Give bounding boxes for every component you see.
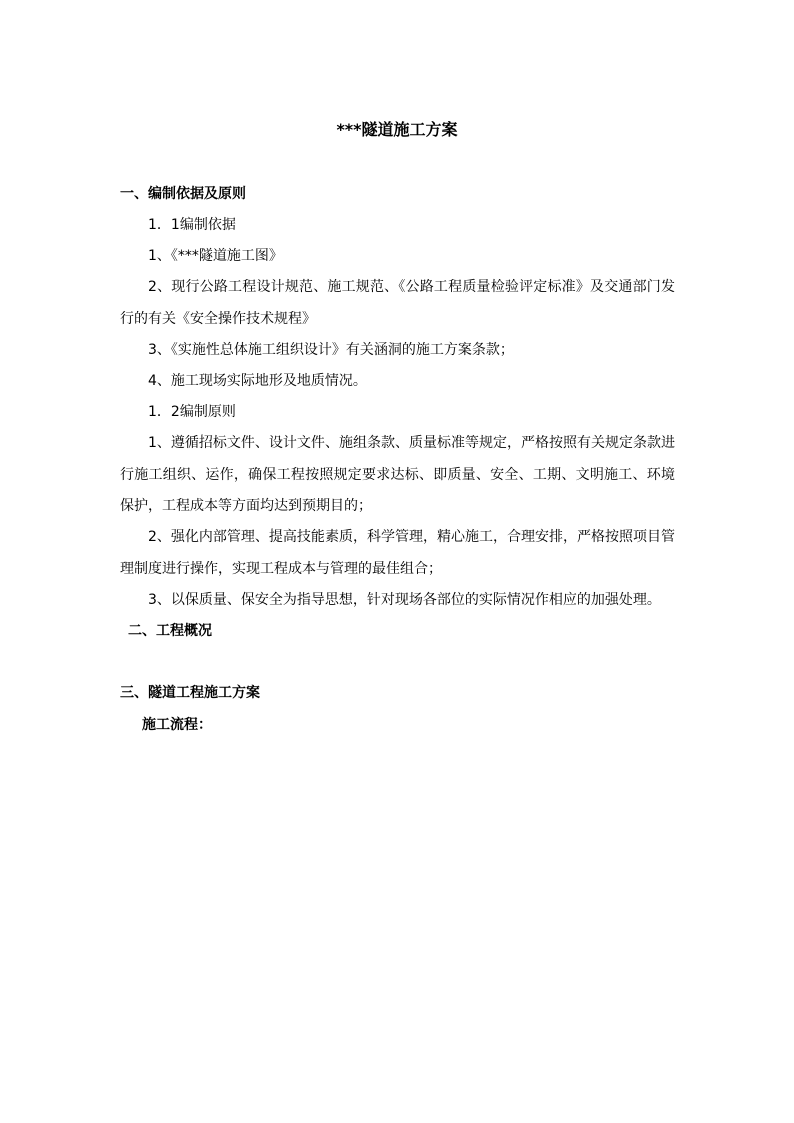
basis-item-3: 3、《实施性总体施工组织设计》有关涵洞的施工方案条款；: [148, 342, 514, 358]
section-3-heading: 三、隧道工程施工方案: [120, 685, 260, 701]
subsection-1-1: 1．1编制依据: [148, 217, 236, 233]
principle-item-3: 3、以保质量、保安全为指导思想，针对现场各部位的实际情况作相应的加强处理。: [148, 592, 661, 608]
section-2-heading: 二、工程概况: [128, 623, 212, 639]
construction-flow-label: 施工流程：: [142, 717, 212, 733]
principle-item-2: 2、强化内部管理、提高技能素质，科学管理，精心施工，合理安排，严格按照项目管理制度进行操作，实现工程成本与管理的最佳组合；: [120, 529, 675, 577]
document-title: ***隧道施工方案: [336, 120, 458, 139]
principle-item-1: 1、遵循招标文件、设计文件、施组条款、质量标准等规定，严格按照有关规定条款进行施工组织、运作，确保工程按照规定要求达标、即质量、安全、工期、文明施工、环境保护，工程成本等方面均达到预期目的；: [120, 435, 675, 514]
basis-item-1: 1、《***隧道施工图》: [148, 248, 283, 264]
subsection-1-2: 1．2编制原则: [148, 404, 236, 420]
basis-item-2: 2、现行公路工程设计规范、施工规范、《公路工程质量检验评定标准》及交通部门发行的有关《安全操作技术规程》: [120, 279, 675, 327]
section-1-heading: 一、编制依据及原则: [120, 186, 246, 202]
basis-item-4: 4、施工现场实际地形及地质情况。: [148, 373, 367, 389]
